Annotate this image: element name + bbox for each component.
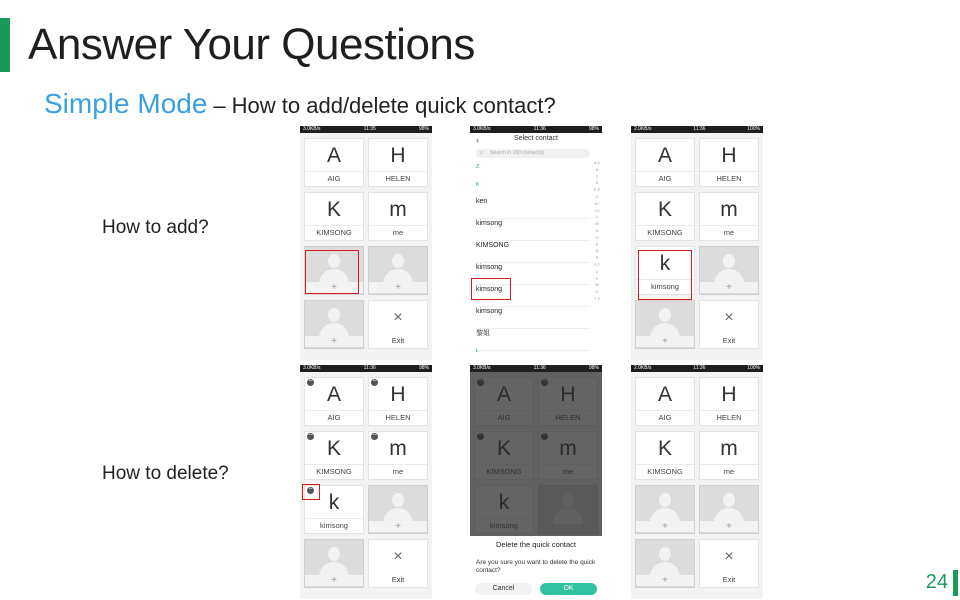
plus-icon: + xyxy=(636,575,694,586)
empty-slot-add[interactable] xyxy=(304,300,364,349)
remove-icon[interactable]: − xyxy=(372,378,377,385)
contact-list-item[interactable]: kimsong xyxy=(476,284,590,307)
highlight-box xyxy=(638,250,692,300)
contact-tile-kimsong-new[interactable]: k kimsong xyxy=(635,246,695,295)
slide-title: Answer Your Questions xyxy=(28,20,475,69)
how-to-delete-label: How to delete? xyxy=(102,463,229,484)
plus-icon: + xyxy=(305,336,363,347)
status-bar: 3.0KB/s 11:36 98% xyxy=(300,365,432,372)
empty-slot-add[interactable] xyxy=(368,246,428,295)
plus-icon: + xyxy=(369,521,427,532)
highlight-box xyxy=(305,250,359,294)
contact-tile-aig[interactable]: − A AIG xyxy=(304,377,364,426)
dialog-message: Are you sure you want to delete the quick contact? xyxy=(476,559,596,574)
contact-search-input[interactable]: ⌕ Search in 180 contact(s) xyxy=(476,149,590,158)
how-to-add-label: How to add? xyxy=(102,217,209,238)
plus-icon: + xyxy=(636,336,694,347)
exit-button[interactable]: × Exit xyxy=(699,300,759,349)
phone-delete-step-1 xyxy=(300,365,432,599)
close-icon: × xyxy=(393,548,403,565)
contact-tile-me[interactable]: m me xyxy=(699,431,759,480)
title-accent-bar xyxy=(0,18,10,72)
contact-list-item[interactable]: kimsong xyxy=(476,306,590,329)
contact-list-item[interactable]: KIMSONG xyxy=(476,240,590,263)
remove-icon[interactable]: − xyxy=(308,486,313,493)
contact-tile-kimsong-new[interactable]: − k kimsong xyxy=(304,485,364,534)
search-icon: ⌕ xyxy=(480,150,484,156)
page-number-accent-bar xyxy=(953,570,958,596)
contact-tile-kimsong[interactable]: K KIMSONG xyxy=(635,431,695,480)
page-number: 24 xyxy=(925,571,948,593)
contact-tile-aig[interactable]: A AIG xyxy=(304,138,364,187)
contact-tile-kimsong[interactable]: K KIMSONG xyxy=(304,192,364,241)
contact-list-item[interactable]: kimsong xyxy=(476,262,590,285)
contact-tile-aig[interactable]: A AIG xyxy=(635,138,695,187)
phone-select-contact xyxy=(470,126,602,360)
quick-contact-grid xyxy=(304,377,428,588)
avatar-placeholder-icon xyxy=(648,306,682,338)
subtitle-dash: – xyxy=(213,93,226,118)
dialog-title: Delete the quick contact xyxy=(495,540,577,549)
close-icon: × xyxy=(724,309,734,326)
contact-tile-me[interactable]: m me xyxy=(368,192,428,241)
quick-contact-grid xyxy=(635,377,759,588)
empty-slot-add[interactable] xyxy=(635,300,695,349)
plus-icon: + xyxy=(700,282,758,293)
plus-icon: + xyxy=(369,282,427,293)
contact-tile-helen[interactable]: H HELEN xyxy=(368,138,428,187)
avatar-placeholder-icon xyxy=(317,306,351,338)
exit-button[interactable]: × Exit xyxy=(699,539,759,588)
status-bar: 3.0KB/s 11:36 98% xyxy=(470,365,602,372)
empty-slot-add[interactable] xyxy=(304,539,364,588)
contact-tile-me[interactable]: m me xyxy=(699,192,759,241)
plus-icon: + xyxy=(305,575,363,586)
slide-subtitle xyxy=(44,88,556,120)
status-bar: 3.0KB/s 11:36 98% xyxy=(470,126,602,133)
select-contact-header xyxy=(470,135,602,147)
avatar-placeholder-icon xyxy=(381,252,415,284)
phone-delete-confirm xyxy=(470,365,602,599)
remove-icon[interactable]: − xyxy=(308,432,313,439)
contact-tile-aig[interactable]: A AIG xyxy=(635,377,695,426)
status-bar: 2.0KB/s 11:36 100% xyxy=(631,365,763,372)
contact-list-item[interactable]: ken xyxy=(476,196,590,219)
plus-icon: + xyxy=(636,521,694,532)
subtitle-question: How to add/delete quick contact? xyxy=(231,93,556,118)
status-bar: 2.0KB/s 11:36 100% xyxy=(631,126,763,133)
cancel-button[interactable]: Cancel xyxy=(475,583,532,595)
highlight-box xyxy=(471,278,511,300)
exit-button[interactable]: × Exit xyxy=(368,539,428,588)
subtitle-mode: Simple Mode xyxy=(44,88,208,119)
status-bar: 3.0KB/s 11:35 98% xyxy=(300,126,432,133)
empty-slot-add[interactable] xyxy=(699,246,759,295)
empty-slot-add[interactable] xyxy=(635,539,695,588)
empty-slot-add[interactable] xyxy=(635,485,695,534)
plus-icon: + xyxy=(700,521,758,532)
empty-slot-add[interactable] xyxy=(699,485,759,534)
contact-list-item[interactable]: kimsong xyxy=(476,218,590,241)
close-icon: × xyxy=(393,309,403,326)
ok-button[interactable]: OK xyxy=(540,583,597,595)
contact-tile-me[interactable]: − m me xyxy=(368,431,428,480)
section-header-z: Z xyxy=(476,164,480,170)
contact-tile-helen[interactable]: H HELEN xyxy=(699,138,759,187)
avatar-placeholder-icon xyxy=(317,545,351,577)
avatar-placeholder-icon xyxy=(648,545,682,577)
highlight-box xyxy=(302,484,320,500)
avatar-placeholder-icon xyxy=(712,252,746,284)
back-arrow-icon[interactable]: ‹ xyxy=(476,135,479,145)
remove-icon[interactable]: − xyxy=(308,378,313,385)
delete-confirm-dialog xyxy=(470,536,602,599)
contact-tile-helen[interactable]: H HELEN xyxy=(699,377,759,426)
contact-tile-helen[interactable]: − H HELEN xyxy=(368,377,428,426)
avatar-placeholder-icon xyxy=(712,491,746,523)
phone-delete-result xyxy=(631,365,763,599)
select-contact-title: Select contact xyxy=(514,135,558,142)
remove-icon[interactable]: − xyxy=(372,432,377,439)
quick-contact-grid xyxy=(635,138,759,349)
empty-slot-add[interactable] xyxy=(368,485,428,534)
avatar-placeholder-icon xyxy=(648,491,682,523)
avatar-placeholder-icon xyxy=(381,491,415,523)
contact-list-item[interactable]: 黎姐 xyxy=(476,328,590,351)
plus-icon: + xyxy=(305,282,363,293)
phone-add-step-3 xyxy=(631,126,763,360)
section-header-k: K xyxy=(476,182,480,188)
section-header-l: L xyxy=(476,348,479,354)
contact-tile-kimsong[interactable]: − K KIMSONG xyxy=(304,431,364,480)
exit-button[interactable]: × Exit xyxy=(368,300,428,349)
phone-add-step-1 xyxy=(300,126,432,360)
close-icon: × xyxy=(724,548,734,565)
alphabet-index-scrollbar[interactable]: # A B C D E F G H I J K L M N O P Q R S T U V W X Y Z xyxy=(594,161,600,301)
contact-tile-kimsong[interactable]: K KIMSONG xyxy=(635,192,695,241)
quick-contact-grid xyxy=(304,138,428,349)
